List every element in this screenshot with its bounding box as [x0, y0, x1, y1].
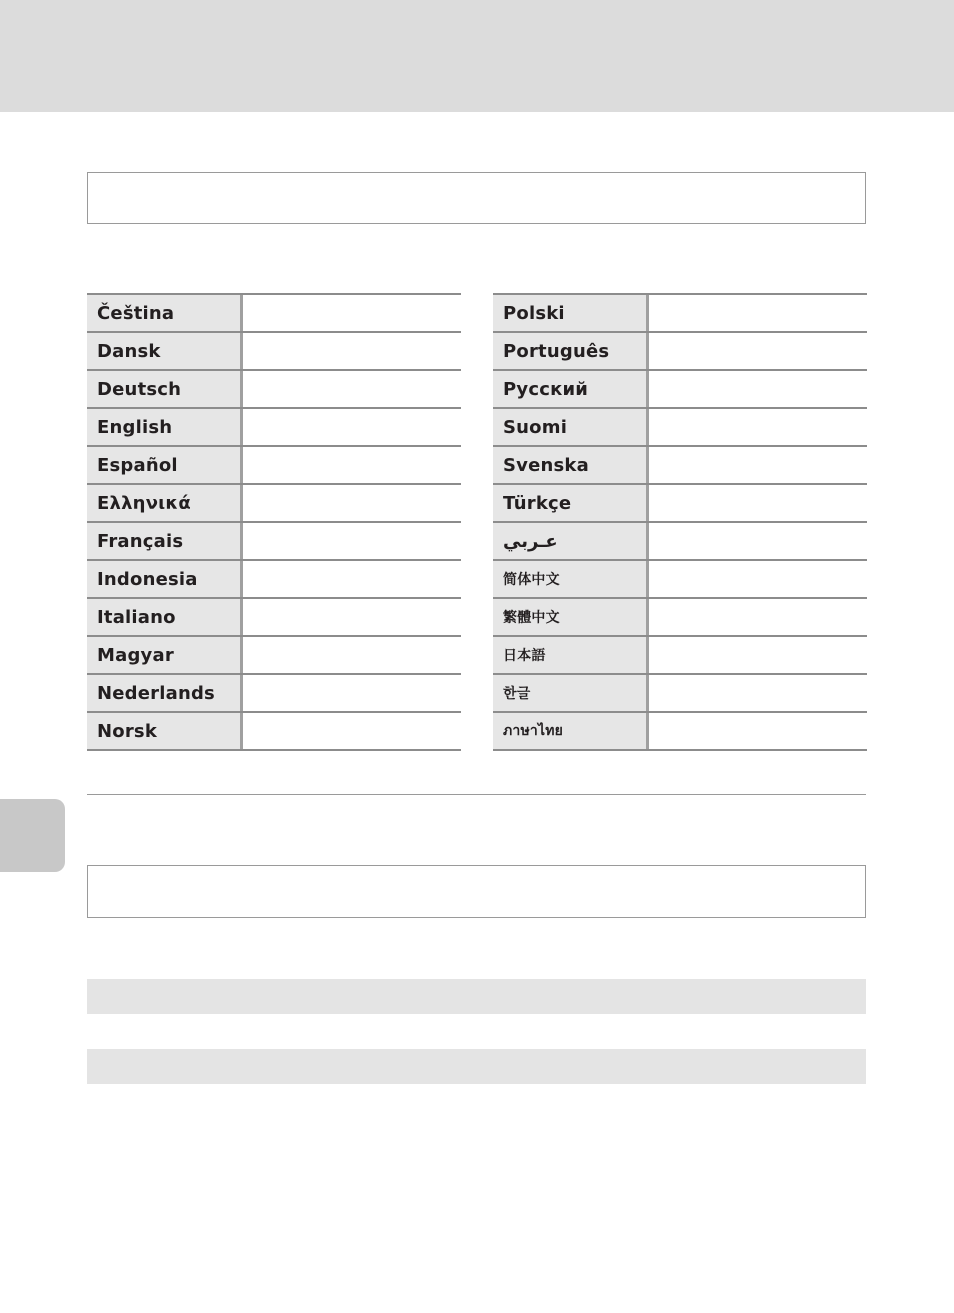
language-table-left — [87, 293, 461, 751]
language-name: Italiano — [87, 599, 243, 635]
shaded-bar-2 — [87, 1049, 866, 1084]
section-divider — [87, 794, 866, 795]
language-name: Svenska — [493, 447, 649, 483]
language-description-cell — [649, 295, 867, 331]
language-name: 繁體中文 — [493, 599, 649, 635]
language-name: Русский — [493, 371, 649, 407]
language-description-cell — [649, 447, 867, 483]
language-row — [87, 561, 461, 599]
language-row — [493, 371, 867, 409]
language-description-cell — [243, 523, 461, 559]
language-row — [87, 713, 461, 751]
language-row — [87, 485, 461, 523]
language-name: ภาษาไทย — [493, 713, 649, 749]
language-description-cell — [649, 523, 867, 559]
language-name: Türkçe — [493, 485, 649, 521]
language-row — [493, 523, 867, 561]
language-name: English — [87, 409, 243, 445]
language-description-cell — [243, 371, 461, 407]
side-section-tab — [0, 799, 65, 872]
language-description-cell — [649, 637, 867, 673]
language-name: Ελληνικά — [87, 485, 243, 521]
language-table-right — [493, 293, 867, 751]
language-description-cell — [243, 333, 461, 369]
language-description-cell — [243, 599, 461, 635]
language-name: 한글 — [493, 675, 649, 711]
language-name: 简体中文 — [493, 561, 649, 597]
language-row — [493, 409, 867, 447]
language-row — [87, 447, 461, 485]
language-name: Polski — [493, 295, 649, 331]
language-description-cell — [649, 409, 867, 445]
language-row — [87, 409, 461, 447]
language-description-cell — [243, 409, 461, 445]
language-row — [87, 523, 461, 561]
language-description-cell — [649, 713, 867, 749]
language-name: Norsk — [87, 713, 243, 749]
language-name: عـربي — [493, 523, 649, 559]
language-row — [493, 485, 867, 523]
language-row — [493, 333, 867, 371]
language-name: Dansk — [87, 333, 243, 369]
language-description-cell — [243, 713, 461, 749]
language-name: Indonesia — [87, 561, 243, 597]
language-name: Nederlands — [87, 675, 243, 711]
language-name: Español — [87, 447, 243, 483]
language-description-cell — [649, 675, 867, 711]
language-row — [87, 295, 461, 333]
language-name: Suomi — [493, 409, 649, 445]
language-row — [493, 447, 867, 485]
language-row — [87, 637, 461, 675]
language-description-cell — [649, 561, 867, 597]
language-name: Deutsch — [87, 371, 243, 407]
top-note-box — [87, 172, 866, 224]
language-description-cell — [243, 485, 461, 521]
language-description-cell — [243, 675, 461, 711]
language-name: 日本語 — [493, 637, 649, 673]
language-row — [87, 371, 461, 409]
language-description-cell — [243, 637, 461, 673]
header-band — [0, 0, 954, 112]
language-name: Čeština — [87, 295, 243, 331]
bottom-note-box — [87, 865, 866, 918]
shaded-bar-1 — [87, 979, 866, 1014]
language-description-cell — [243, 295, 461, 331]
language-row — [493, 637, 867, 675]
language-row — [87, 599, 461, 637]
language-row — [493, 599, 867, 637]
language-row — [493, 713, 867, 751]
language-description-cell — [649, 371, 867, 407]
language-description-cell — [243, 561, 461, 597]
language-description-cell — [649, 599, 867, 635]
language-description-cell — [649, 333, 867, 369]
language-description-cell — [243, 447, 461, 483]
language-name: Magyar — [87, 637, 243, 673]
language-name: Français — [87, 523, 243, 559]
language-description-cell — [649, 485, 867, 521]
language-row — [493, 561, 867, 599]
language-row — [87, 675, 461, 713]
language-row — [493, 295, 867, 333]
language-row — [87, 333, 461, 371]
language-row — [493, 675, 867, 713]
language-name: Português — [493, 333, 649, 369]
